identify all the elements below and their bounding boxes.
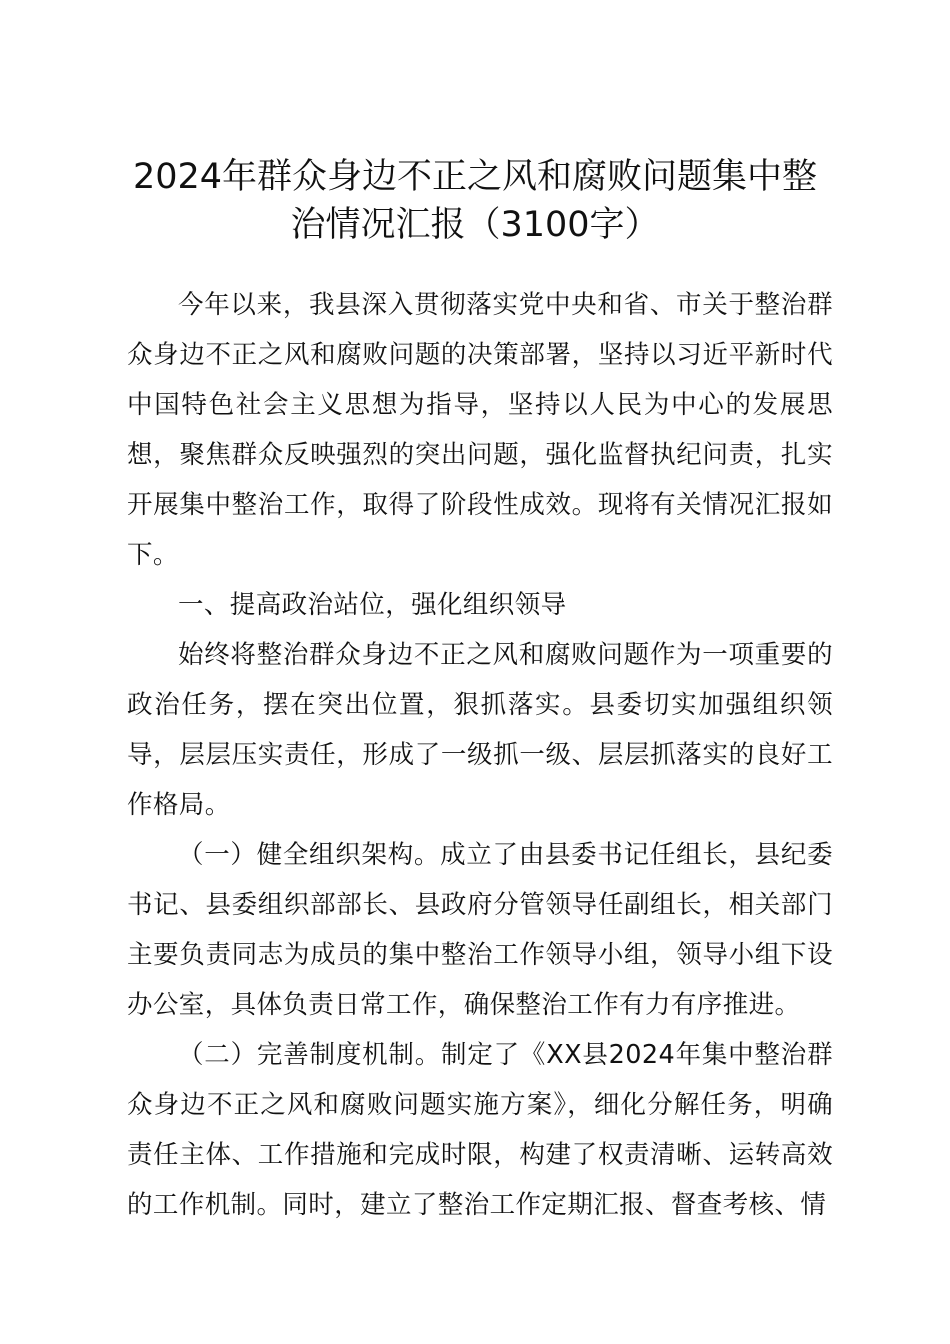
paragraph-subsection-2: （二）完善制度机制。制定了《XX县2024年集中整治群众身边不正之风和腐败问题实施方案》，细化分解任务，明确责任主体、工作措施和完成时限，构建了权责清晰、运转高效的工作机制。同时，建立了整治工作定期汇报、督查考核、情 [127,1040,833,1220]
paragraph-subsection-1: （一）健全组织架构。成立了由县委书记任组长，县纪委书记、县委组织部部长、县政府分管领导任副组长，相关部门主要负责同志为成员的集中整治工作领导小组，领导小组下设办公室，具体负责日常工作，确保整治工作有力有序推进。 [127,840,833,1020]
document-body [127,280,833,1230]
document-title: 2024年群众身边不正之风和腐败问题集中整治情况汇报（3100字） [132,157,818,245]
section-heading-1: 一、提高政治站位，强化组织领导 [178,590,567,620]
paragraph-intro: 今年以来，我县深入贯彻落实党中央和省、市关于整治群众身边不正之风和腐败问题的决策部署，坚持以习近平新时代中国特色社会主义思想为指导，坚持以人民为中心的发展思想，聚焦群众反映强烈的突出问题，强化监督执纪问责，扎实开展集中整治工作，取得了阶段性成效。现将有关情况汇报如下。 [127,290,833,570]
paragraph-section-1: 始终将整治群众身边不正之风和腐败问题作为一项重要的政治任务，摆在突出位置，狠抓落实。县委切实加强组织领导，层层压实责任，形成了一级抓一级、层层抓落实的良好工作格局。 [127,640,833,820]
